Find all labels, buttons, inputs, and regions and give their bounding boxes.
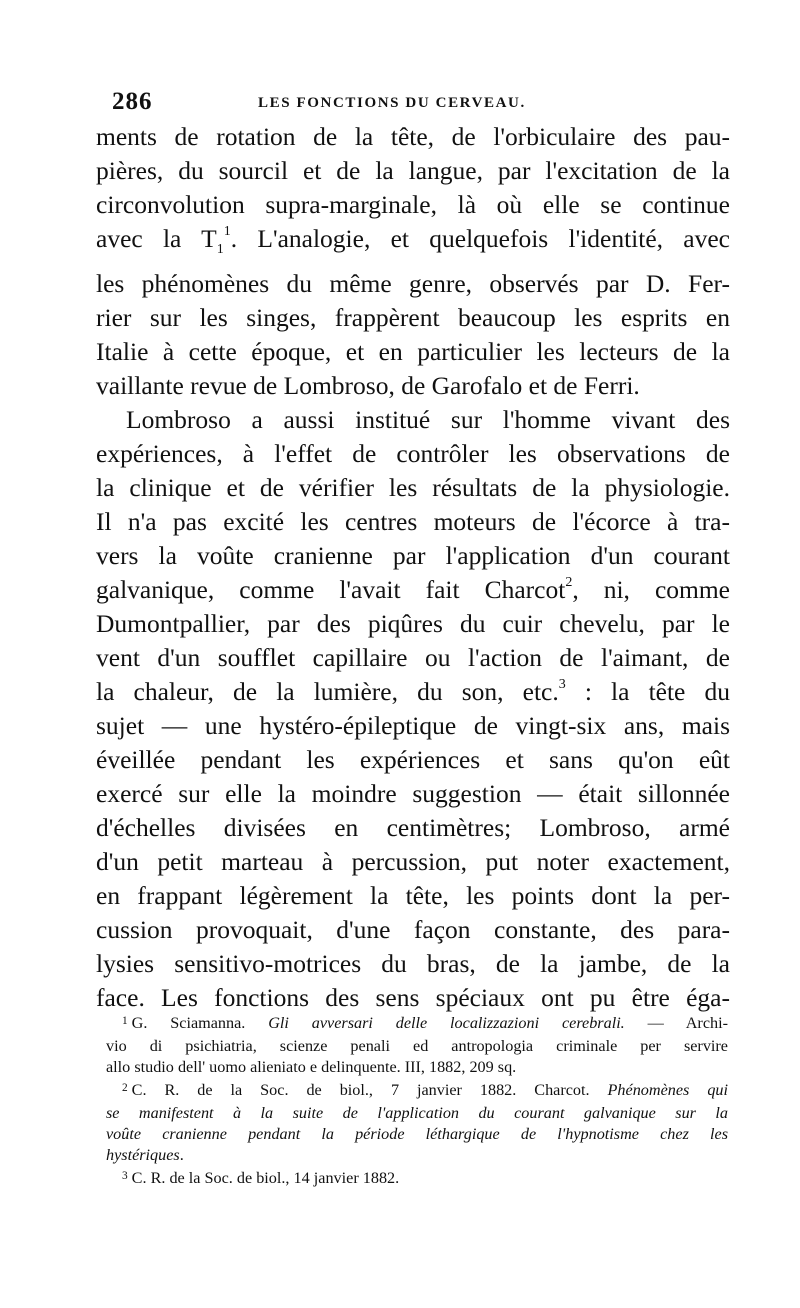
text-fragment: : la tête du: [565, 677, 730, 707]
text-line: en frappant légèrement la tête, les points dont la per-: [96, 881, 730, 911]
footnote-text: G. Sciamanna.: [131, 1014, 269, 1032]
text-line: [96, 222, 730, 267]
footnote-title: hystériques: [106, 1146, 180, 1164]
page-header: [112, 88, 724, 118]
text-line: exercé sur elle la moindre suggestion — était sillonnée: [96, 779, 730, 809]
footnote-marker: 3: [122, 1170, 128, 1183]
text-line: Lombroso a aussi institué sur l'homme vivant des: [126, 405, 730, 435]
text-line: face. Les fonctions des sens spéciaux ont pu être éga-: [96, 983, 730, 1013]
subscript: 1: [216, 242, 224, 258]
footnote-line: allo studio dell' uomo alieniato e delinquente. III, 1882, 209 sq.: [106, 1058, 517, 1076]
footnote-line: vio di psichiatria, scienze penali ed antropologia criminale per servire: [106, 1037, 728, 1055]
text-fragment: la chaleur, de la lumière, du son, etc.: [96, 677, 559, 707]
footnote-title: Phénomènes qui: [607, 1081, 729, 1099]
text-fragment: galvanique, comme l'avait fait Charcot: [96, 575, 566, 605]
footnote-title: voûte cranienne pendant la période léthargique de l'hypnotisme chez les: [106, 1125, 728, 1143]
text-fragment: . L'analogie, et quelquefois l'identité, avec: [230, 224, 730, 253]
footnote-1: [106, 1013, 728, 1078]
footnote-line: [106, 1145, 728, 1166]
footnote-title: Gli avversari delle localizzazioni cerebrali.: [268, 1014, 625, 1032]
footnote-text: .: [179, 1146, 184, 1164]
text-line: Dumontpallier, par des piqûres du cuir chevelu, par le: [96, 609, 730, 639]
text-line: éveillée pendant les expériences et sans qu'on eût: [96, 745, 730, 775]
text-line: lysies sensitivo-motrices du bras, de la jambe, de la: [96, 949, 730, 979]
text-line: Italie à cette époque, et en particulier les lecteurs de la: [96, 337, 730, 367]
page-number: 286: [112, 88, 153, 115]
footnote-2: [106, 1080, 728, 1166]
footnote-text: C. R. de la Soc. de biol., 14 janvier 1882.: [131, 1169, 400, 1187]
text-line: vaillante revue de Lombroso, de Garofalo et de Ferri.: [96, 371, 640, 401]
text-line: les phénomènes du même genre, observés par D. Fer-: [96, 269, 730, 299]
footnote-3: [106, 1168, 728, 1191]
footnote-title: se manifestent à la suite de l'application du courant galvanique sur la: [106, 1104, 728, 1122]
footnote-line: [106, 1080, 728, 1103]
text-line: d'échelles divisées en centimètres; Lombroso, armé: [96, 813, 730, 843]
text-line: [96, 675, 730, 709]
footnote-text: — Archi-: [624, 1014, 728, 1032]
text-line: rier sur les singes, frappèrent beaucoup les esprits en: [96, 303, 730, 333]
text-fragment: avec la T: [96, 224, 217, 253]
footnote-text: C. R. de la Soc. de biol., 7 janvier 1882. Charcot.: [131, 1081, 608, 1099]
footnote-marker: 2: [122, 1082, 128, 1095]
text-line: ments de rotation de la tête, de l'orbiculaire des pau-: [96, 122, 730, 151]
text-line: expériences, à l'effet de contrôler les observations de: [96, 439, 730, 469]
footnote-marker: 1: [122, 1015, 128, 1028]
footnote-ref: 3: [558, 676, 566, 692]
footnotes: [106, 1013, 728, 1193]
text-line: cussion provoquait, d'une façon constante, des para-: [96, 915, 730, 945]
running-title: LES FONCTIONS DU CERVEAU.: [258, 95, 526, 111]
text-line: vent d'un soufflet capillaire ou l'action de l'aimant, de: [96, 643, 730, 673]
text-line: pières, du sourcil et de la langue, par l'excitation de la: [96, 156, 730, 185]
text-line: [96, 573, 730, 607]
footnote-line: [106, 1124, 728, 1145]
footnote-line: [106, 1013, 728, 1036]
text-line: sujet — une hystéro-épileptique de vingt-six ans, mais: [96, 711, 730, 741]
text-line: vers la voûte cranienne par l'application d'un courant: [96, 541, 730, 571]
text-line: Il n'a pas excité les centres moteurs de l'écorce à tra-: [96, 507, 730, 537]
text-line: la clinique et de vérifier les résultats de la physiologie.: [96, 473, 730, 503]
text-line: d'un petit marteau à percussion, put noter exactement,: [96, 847, 730, 877]
footnote-ref: 2: [565, 574, 573, 590]
body-text: [96, 120, 730, 1015]
footnote-ref: 1: [223, 223, 231, 239]
text-line: circonvolution supra-marginale, là où elle se continue: [96, 190, 730, 219]
footnote-line: [106, 1168, 728, 1191]
text-fragment: , ni, comme: [572, 575, 730, 605]
footnote-line: [106, 1103, 728, 1124]
